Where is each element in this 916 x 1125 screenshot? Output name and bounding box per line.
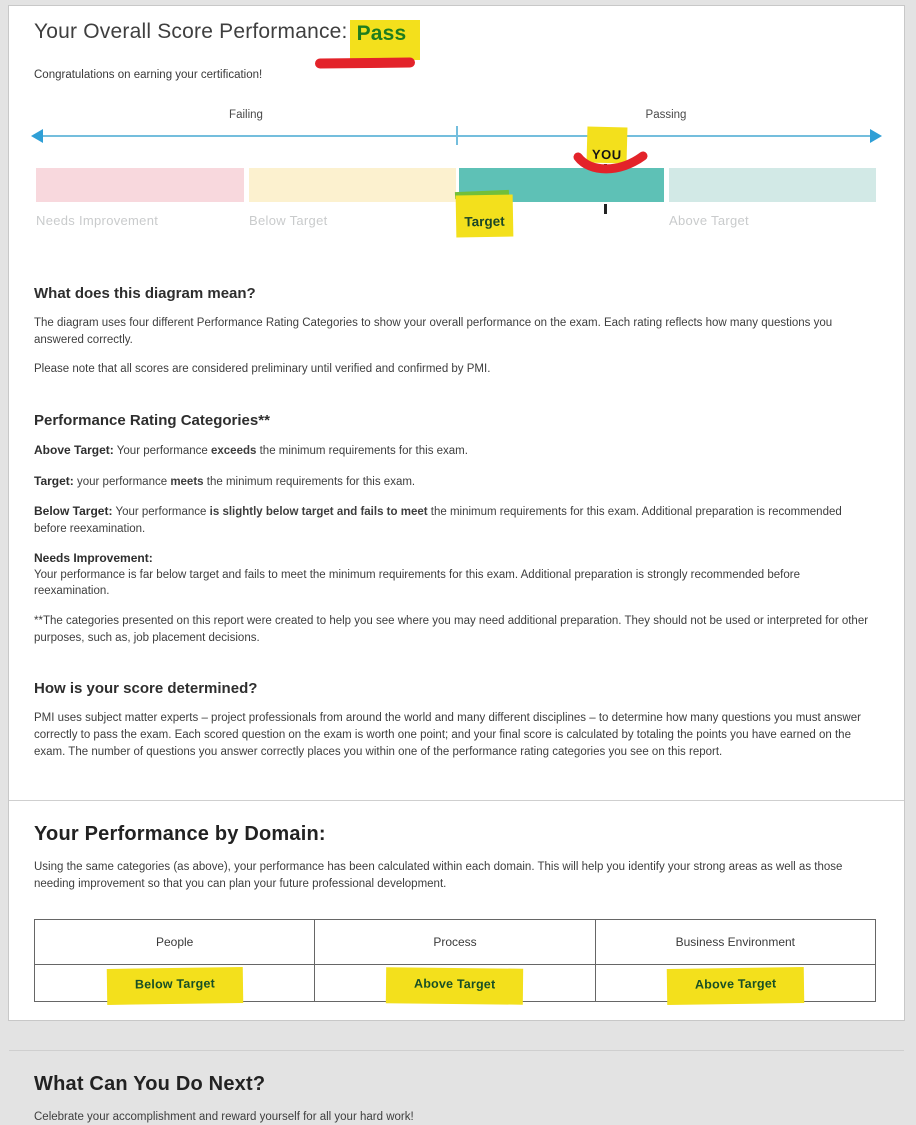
- diagram-meaning-p2: Please note that all scores are considered preliminary until verified and confirmed by PMI.: [34, 363, 491, 376]
- column-header-business-environment: Business Environment: [595, 919, 875, 964]
- pass-result-highlight: Pass: [350, 20, 421, 60]
- score-determined-p1: PMI uses subject matter experts – project professionals from around the world and many different disciplines – to determine how many questions you must answer correctly to pass the exam. Each scored question on the exam is worth one point; and your final score is calculated by totaling the points you have earned on the exam. The number of questions you answer correctly places you within one of the performance rating categories you see on this report.: [34, 712, 861, 758]
- rating-item-below-target: Below Target: Your performance is slightly below target and fails to meet the minimum requirements for this exam. Additional preparation is recommended before reexamination.: [34, 504, 842, 536]
- table-header-row: [35, 919, 876, 964]
- failing-zone-label: Failing: [229, 109, 263, 121]
- table-value-row: [35, 964, 876, 1001]
- needs-improvement-text: Your performance is far below target and fails to meet the minimum requirements for this exam. Additional preparation is strongly recommended before reexamination.: [34, 568, 800, 598]
- section-divider: [9, 1050, 904, 1051]
- diagram-meaning-p1: The diagram uses four different Performance Rating Categories to show your overall performance on the exam. Each rating reflects how many questions you answered correctly.: [34, 317, 833, 346]
- rating-item-above-target: Above Target: Your performance exceeds the minimum requirements for this exam.: [34, 443, 468, 458]
- domain-p1: Using the same categories (as above), your performance has been calculated within each domain. This will help you identify your strong areas as well as those needing improvement so that you can plan your future professional development.: [34, 861, 843, 891]
- needs-improvement-label: Needs Improvement: [36, 213, 159, 228]
- domain-performance-table: [34, 919, 876, 1002]
- next-steps-section: [9, 1073, 904, 1125]
- above-target-label: Above Target: [669, 213, 749, 228]
- process-rating-highlight: Above Target: [386, 968, 524, 1005]
- score-report-card: [8, 5, 905, 1123]
- band-below-target: [249, 168, 456, 202]
- section-divider: [9, 800, 904, 801]
- column-header-people: People: [35, 919, 315, 964]
- next-steps-p1: Celebrate your accomplishment and reward yourself for all your hard work!: [34, 1110, 414, 1123]
- categories-footnote: **The categories presented on this report were created to help you see where you may need additional preparation. They should not be used or interpreted for other purposes, such as, job placement decisions.: [34, 615, 869, 644]
- passing-zone-label: Passing: [645, 109, 687, 121]
- business-environment-rating-cell: [595, 964, 875, 1001]
- target-label: Target: [464, 213, 505, 230]
- report-header: [9, 6, 904, 81]
- score-scale-diagram: [9, 107, 904, 247]
- people-rating-highlight: Below Target: [106, 967, 242, 1005]
- column-header-process: Process: [315, 919, 595, 964]
- congratulations-text: Congratulations on earning your certification!: [34, 69, 263, 81]
- target-label-highlight: [456, 195, 514, 238]
- rating-item-target: Target: your performance meets the minimum requirements for this exam.: [34, 473, 416, 488]
- domain-section: [9, 823, 904, 1001]
- axis-arrow-right-icon: [870, 129, 882, 143]
- business-environment-rating-highlight: Above Target: [666, 967, 804, 1005]
- page-title-text: Your Overall Score Performance:: [34, 20, 348, 43]
- below-target-label: Below Target: [249, 213, 328, 228]
- page-title: [34, 20, 874, 60]
- domain-heading: Your Performance by Domain:: [34, 823, 326, 846]
- axis-arrow-left-icon: [31, 129, 43, 143]
- you-red-marker-swoosh: [572, 147, 650, 179]
- passing-threshold-tick: [456, 126, 458, 145]
- next-steps-heading: What Can You Do Next?: [34, 1072, 266, 1095]
- people-rating-cell: [35, 964, 315, 1001]
- report-body: [9, 285, 904, 760]
- needs-improvement-term: Needs Improvement:: [34, 550, 153, 565]
- pass-red-marker-underline: [315, 57, 415, 68]
- band-above-target: [669, 168, 876, 202]
- band-needs-improvement: [36, 168, 244, 202]
- score-determined-heading: How is your score determined?: [34, 680, 258, 698]
- diagram-meaning-heading: What does this diagram mean?: [34, 285, 256, 302]
- you-marker-label: YOU: [591, 146, 622, 163]
- rating-categories-heading: Performance Rating Categories**: [34, 412, 270, 430]
- you-position-tick-bottom: [604, 204, 607, 214]
- process-rating-cell: [315, 964, 595, 1001]
